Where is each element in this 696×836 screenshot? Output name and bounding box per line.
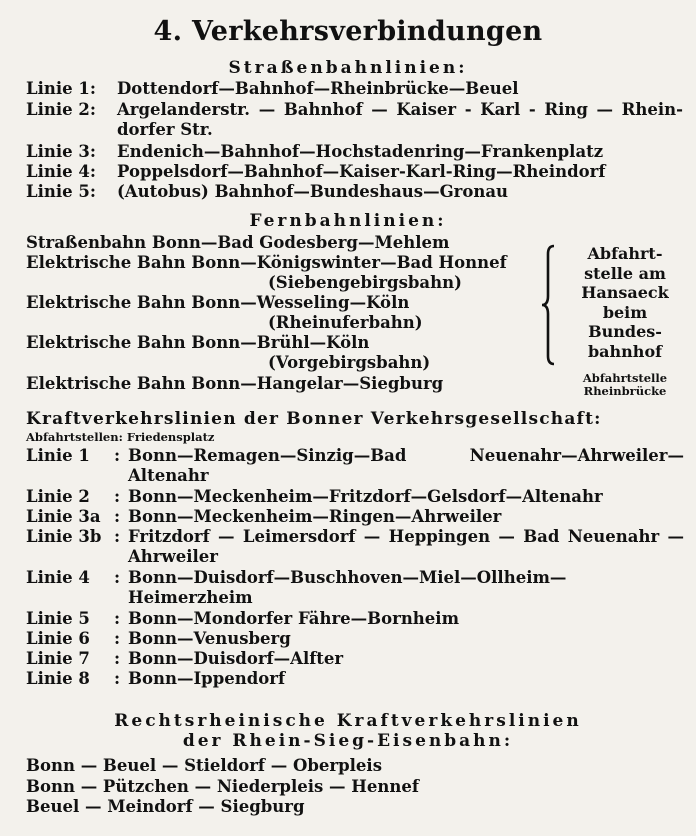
line-route: Bonn—Remagen—Sinzig—Bad Neuenahr—Ahrweiler— [128,446,684,465]
abfahrtstelle-note: Abfahrt- stelle am Hansaeck beim Bundes- bahnhof [581,244,669,361]
line-name: (Siebengebirgsbahn) [268,273,462,292]
line-route: Elektrische Bahn Bonn—Wesseling—Köln [26,293,410,312]
line-route: Argelanderstr. — Bahnhof — Kaiser - Karl - Ring — Rhein- [117,100,683,119]
line-route: Endenich—Bahnhof—Hochstadenring—Frankenplatz [117,142,604,161]
line-route: (Autobus) Bahnhof—Bundeshaus—Gronau [117,182,509,201]
line-label: Linie 3: [26,142,96,161]
line-label: Linie 6 [26,629,90,648]
rechtsrheinisch-heading: Rechtsrheinische Kraftverkehrslinien [114,711,582,731]
line-label: Linie 1: [26,79,96,98]
line-label: Linie 5: [26,182,96,201]
line-route-cont: dorfer Str. [117,120,213,139]
strassenbahn-heading: Straßenbahnlinien: [228,58,468,78]
fernbahn-heading: Fernbahnlinien: [249,211,447,231]
line-route: Elektrische Bahn Bonn—Königswinter—Bad Honnef [26,253,507,272]
line-route: Bonn—Meckenheim—Ringen—Ahrweiler [128,507,502,526]
line-route: Bonn — Beuel — Stieldorf — Oberpleis [26,756,382,775]
line-label: Linie 2: [26,100,96,119]
line-route: Bonn—Venusberg [128,629,291,648]
line-route: Straßenbahn Bonn—Bad Godesberg—Mehlem [26,233,450,252]
line-route: Dottendorf—Bahnhof—Rheinbrücke—Beuel [117,79,519,98]
line-route: Poppelsdorf—Bahnhof—Kaiser-Karl-Ring—Rheindorf [117,162,606,181]
line-route-cont: Heimerzheim [128,588,253,607]
line-label: Linie 3b [26,527,102,546]
line-label: Linie 5 [26,609,90,628]
line-name: (Vorgebirgsbahn) [268,353,431,372]
line-label: Linie 4: [26,162,96,181]
line-label: Linie 1 [26,446,90,465]
document-page: 4. Verkehrsverbindungen Straßenbahnlinien: Linie 1: Dottendorf—Bahnhof—Rheinbrücke—Beuel Linie 2: Argelanderstr. — Bahnhof — Kaiser - Karl - Ring — Rhein- dorfer Str. Linie 3: Endenich—Bahnhof—Hochstadenring—Frankenplatz Linie 4: Poppelsdorf—Bahnhof—Kaiser-Karl-Ring—Rheindorf Linie 5: (Autobus) Bahnhof—Bundeshaus—Gronau Fernbahnlinien: Straßenbahn Bonn—Bad Godesberg—Mehlem Elektrische Bahn Bonn—Königswinter—Bad Honnef (Siebengebirgsbahn) Elektrische Bahn Bonn—Wesseling—Köln (Rheinuferbahn) Elektrische Bahn Bonn—Brühl—Köln (Vorgebirgsbahn) Elektrische Bahn Bonn—Hangelar—Siegburg Abfahrt- stelle am Hansaeck beim Bundes- bahnhof Abfahrtstelle Rheinbrücke Kraftverkehrslinien der Bonner Verkehrsgesellschaft: Abfahrtstellen: Friedensplatz Linie 1 : Bonn—Remagen—Sinzig—Bad Neuenahr—Ahrweiler— Altenahr Linie 2 : Bonn—Meckenheim—Fritzdorf—Gelsdorf—Altenahr Linie 3a : Bonn—Meckenheim—Ringen—Ahrweiler Linie 3b : Fritzdorf — Leimersdorf — Heppingen — Bad Neuenahr — Ahrweiler Linie 4 : Bonn—Duisdorf—Buschhoven—Miel—Ollheim— Heimerzheim Linie 5 : Bonn—Mondorfer Fähre—Bornheim Linie 6 : Bonn—Venusberg Linie 7 : Bonn—Duisdorf—Alfter Linie 8 : Bonn—Ippendorf Rechtsrheinische Kraftverkehrslinien der Rhein-Sieg-Eisenbahn: Bonn — Beuel — Stieldorf — Oberpleis Bonn — Pützchen — Niederpleis — Hennef Beuel — Meindorf — Siegburg [0,0,696,836]
page-title: 4. Verkehrsverbindungen [153,16,543,47]
line-label: Linie 3a [26,507,101,526]
kraftverkehr-heading: Kraftverkehrslinien der Bonner Verkehrsgesellschaft: [26,409,602,429]
line-route: Beuel — Meindorf — Siegburg [26,797,305,816]
line-route: Bonn—Meckenheim—Fritzdorf—Gelsdorf—Altenahr [128,487,603,506]
line-route-cont: Altenahr [128,466,209,485]
line-label: Linie 2 [26,487,90,506]
line-name: (Rheinuferbahn) [268,313,423,332]
line-label: Linie 7 [26,649,90,668]
line-route: Elektrische Bahn Bonn—Brühl—Köln [26,333,370,352]
curly-brace-icon [540,244,560,366]
line-route: Bonn—Ippendorf [128,669,286,688]
line-route-cont: Ahrweiler [128,547,218,566]
line-label: Linie 8 [26,669,90,688]
kraftverkehr-abfahrtstellen: Abfahrtstellen: Friedensplatz [26,430,215,444]
abfahrtstelle-rheinbruecke-note: Abfahrtstelle Rheinbrücke [582,371,668,398]
line-route: Bonn—Duisdorf—Alfter [128,649,344,668]
line-route: Fritzdorf — Leimersdorf — Heppingen — Bad Neuenahr — [128,527,684,546]
line-route: Bonn—Duisdorf—Buschhoven—Miel—Ollheim— [128,568,567,587]
rechtsrheinisch-subheading: der Rhein-Sieg-Eisenbahn: [182,731,514,751]
line-route: Elektrische Bahn Bonn—Hangelar—Siegburg [26,374,444,393]
line-route: Bonn — Pützchen — Niederpleis — Hennef [26,777,419,796]
line-route: Bonn—Mondorfer Fähre—Bornheim [128,609,460,628]
line-label: Linie 4 [26,568,90,587]
